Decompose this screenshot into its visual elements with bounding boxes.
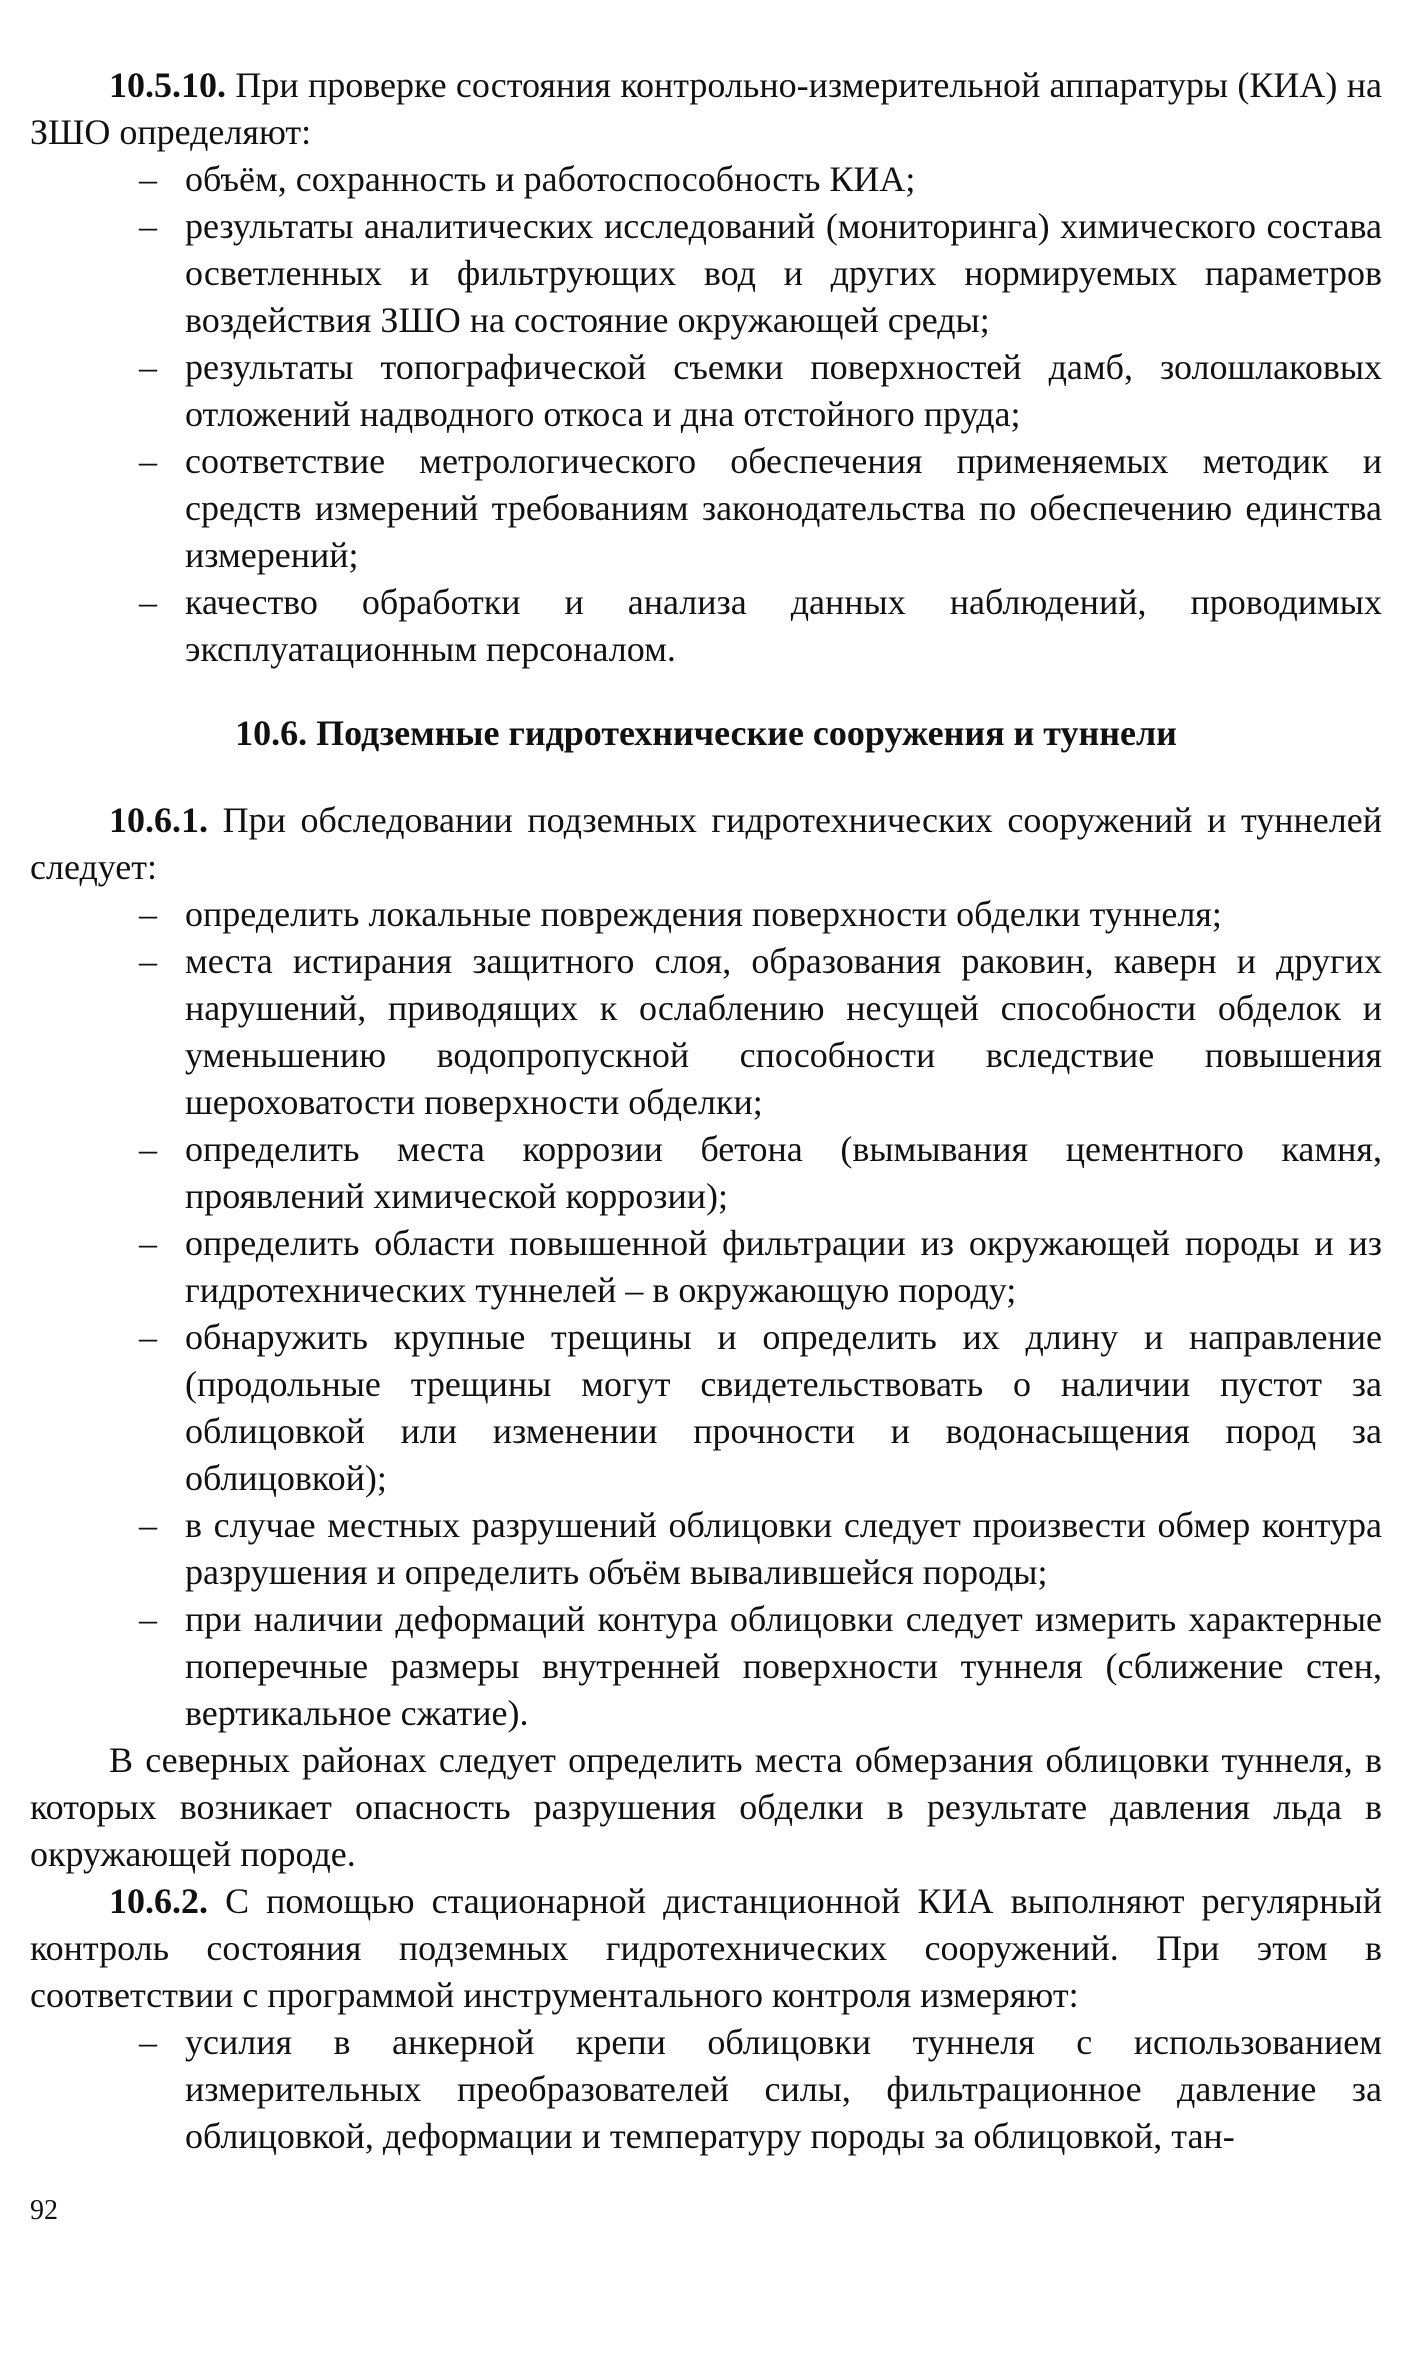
list-dash: – [139, 2022, 157, 2062]
list-10-6-1 [30, 891, 1382, 1737]
section-heading: 10.6. Подземные гидротехнические сооружения и туннели [235, 713, 1177, 753]
paragraph-10-6-1 [30, 797, 1382, 891]
list-dash: – [139, 1599, 157, 1639]
list-dash: – [139, 941, 157, 981]
list-dash: – [139, 159, 157, 199]
list-item-text: результаты аналитических исследований (мониторинга) химического состава осветленных и фильтрующих вод и других нормируемых параметров воздействия ЗШО на состояние окружающей среды; [185, 206, 1382, 340]
list-item [139, 344, 1382, 438]
list-item [139, 1596, 1382, 1737]
list-item-text: в случае местных разрушений облицовки следует произвести обмер контура разрушения и определить объём вывалившейся породы; [185, 1505, 1382, 1592]
list-dash: – [139, 582, 157, 622]
paragraph-northern-regions: В северных районах следует определить места обмерзания облицовки туннеля, в которых возникает опасность разрушения обделки в результате давления льда в окружающей породе. [30, 1740, 1382, 1874]
list-item-text: места истирания защитного слоя, образования раковин, каверн и других нарушений, приводящих к ослаблению несущей способности обделок и уменьшению водопропускной способности вследствие повышения шероховатости поверхности обделки; [185, 941, 1382, 1122]
list-dash: – [139, 206, 157, 246]
clause-text: При проверке состояния контрольно-измерительной аппаратуры (КИА) на ЗШО определяют: [30, 65, 1382, 152]
list-dash: – [139, 894, 157, 934]
list-item [139, 156, 1382, 203]
list-item [139, 1502, 1382, 1596]
list-item [139, 203, 1382, 344]
page-number: 92 [30, 2195, 58, 2226]
paragraph-10-6-2 [30, 1878, 1382, 2019]
list-item-text: определить области повышенной фильтрации из окружающей породы и из гидротехнических туннелей – в окружающую породу; [185, 1223, 1382, 1310]
clause-number: 10.6.1. [109, 800, 208, 840]
list-item-text: при наличии деформаций контура облицовки следует измерить характерные поперечные размеры внутренней поверхности туннеля (сближение стен, вертикальное сжатие). [185, 1599, 1382, 1733]
list-item-text: результаты топографической съемки поверхностей дамб, золошлаковых отложений надводного откоса и дна отстойного пруда; [185, 347, 1382, 434]
clause-text: С помощью стационарной дистанционной КИА выполняют регулярный контроль состояния подземных гидротехнических сооружений. При этом в соответствии с программой инструментального контроля измеряют: [30, 1881, 1382, 2015]
list-item [139, 2019, 1382, 2160]
list-item [139, 891, 1382, 938]
list-item-text: усилия в анкерной крепи облицовки туннеля с использованием измерительных преобразователей силы, фильтрационное давление за облицовкой, деформации и температуру породы за облицовкой, тан- [185, 2022, 1382, 2156]
list-item [139, 1126, 1382, 1220]
list-item [139, 1314, 1382, 1502]
list-item-text: соответствие метрологического обеспечения применяемых методик и средств измерений требованиям законодательства по обеспечению единства измерений; [185, 441, 1382, 575]
list-item [139, 438, 1382, 579]
list-item-text: определить локальные повреждения поверхности обделки туннеля; [185, 894, 1222, 934]
list-item [139, 1220, 1382, 1314]
list-dash: – [139, 347, 157, 387]
clause-number: 10.5.10. [109, 65, 226, 105]
list-dash: – [139, 441, 157, 481]
paragraph-10-5-10 [30, 62, 1382, 156]
list-item-text: определить места коррозии бетона (вымывания цементного камня, проявлений химической коррозии); [185, 1129, 1382, 1216]
list-item [139, 938, 1382, 1126]
list-item-text: обнаружить крупные трещины и определить их длину и направление (продольные трещины могут свидетельствовать о наличии пустот за облицовкой или изменении прочности и водонасыщения пород за облицовкой); [185, 1317, 1382, 1498]
page-content [30, 62, 1382, 2160]
list-10-6-2 [30, 2019, 1382, 2160]
clause-text: При обследовании подземных гидротехнических сооружений и туннелей следует: [30, 800, 1382, 887]
list-dash: – [139, 1129, 157, 1169]
list-item [139, 579, 1382, 673]
list-10-5-10 [30, 156, 1382, 673]
list-item-text: качество обработки и анализа данных наблюдений, проводимых эксплуатационным персоналом. [185, 582, 1382, 669]
list-dash: – [139, 1505, 157, 1545]
list-dash: – [139, 1223, 157, 1263]
list-item-text: объём, сохранность и работоспособность КИА; [185, 159, 916, 199]
list-dash: – [139, 1317, 157, 1357]
clause-number: 10.6.2. [109, 1881, 208, 1921]
